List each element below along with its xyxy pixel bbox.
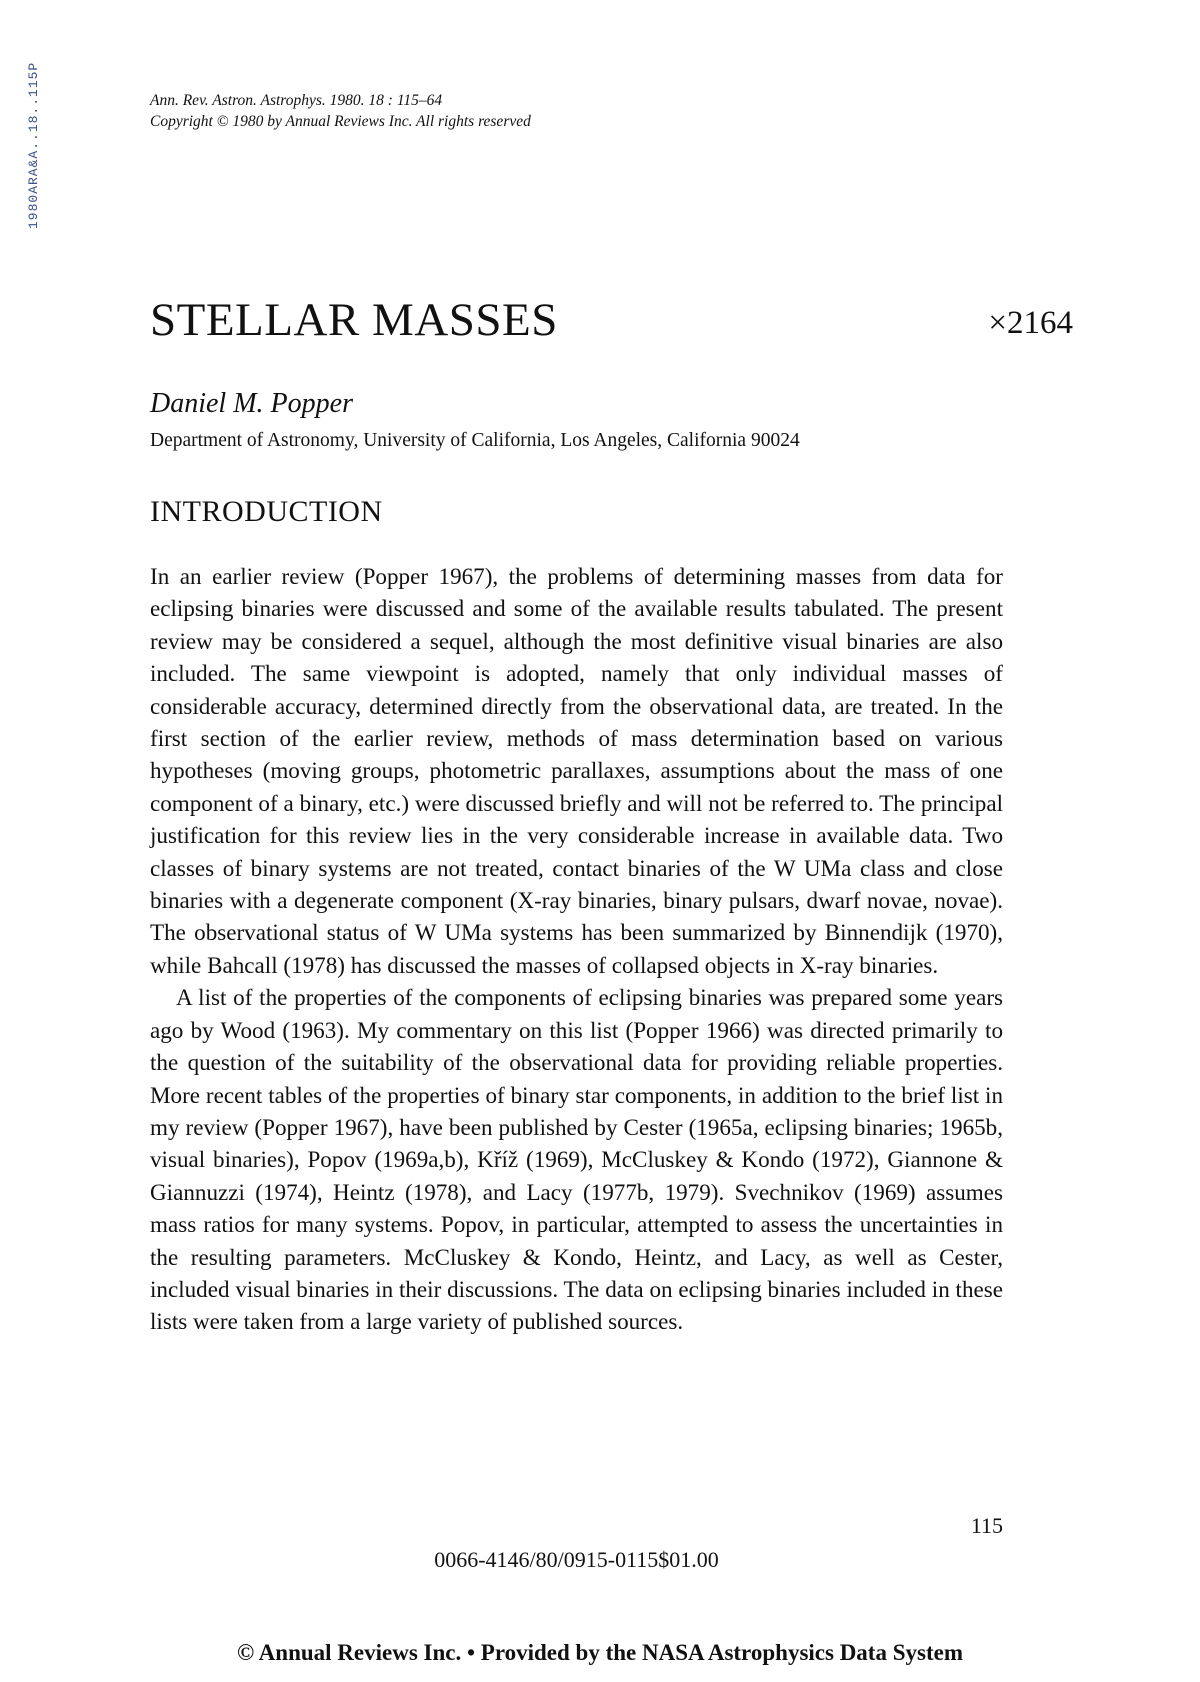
article-title: STELLAR MASSES bbox=[150, 294, 558, 346]
accession-number: ×2164 bbox=[988, 305, 1073, 341]
footer-credit: © Annual Reviews Inc. • Provided by the NASA Astrophysics Data System bbox=[237, 1640, 963, 1665]
paragraph: A list of the properties of the components of eclipsing binaries was prepared some years ago by Wood (1963). My commentary on this list (Popper 1966) was directed primarily to the question of the suitability of the observational data for providing reliable properties. More recent tables of the properties of binary star components, in addition to the brief list in my review (Popper 1967), have been published by Cester (1965a, eclipsing binaries; 1965b, visual binaries), Popov (1969a,b), Kříž (1969), McCluskey & Kondo (1972), Giannone & Giannuzzi (1974), Heintz (1978), and Lacy (1977b, 1979). Svechnikov (1969) assumes mass ratios for many systems. Popov, in particular, attempted to assess the uncertainties in the resulting parameters. McCluskey & Kondo, Heintz, and Lacy, as well as Cester, included visual binaries in their discussions. The data on eclipsing binaries included in these lists were taken from a large variety of published sources. bbox=[150, 984, 1003, 1335]
body-text bbox=[150, 560, 1003, 1338]
journal-copyright: Copyright © 1980 by Annual Reviews Inc. All rights reserved bbox=[150, 113, 531, 130]
journal-header bbox=[150, 90, 531, 132]
paragraph: In an earlier review (Popper 1967), the problems of determining masses from data for eclipsing binaries were discussed and some of the available results tabulated. The present review may be considered a sequel, although the most definitive visual binaries are also included. The same viewpoint is adopted, namely that only individual masses of considerable accuracy, determined directly from the observational data, are treated. In the first section of the earlier review, methods of mass determination based on various hypotheses (moving groups, photometric parallaxes, assumptions about the mass of one component of a binary, etc.) were discussed briefly and will not be referred to. The principal justification for this review lies in the very considerable increase in available data. Two classes of binary systems are not treated, contact binaries of the W UMa class and close binaries with a degenerate component (X-ray binaries, binary pulsars, dwarf novae, novae). The observational status of W UMa systems has been summarized by Binnendijk (1970), while Bahcall (1978) has discussed the masses of collapsed objects in X-ray binaries. bbox=[150, 563, 1003, 978]
author-affiliation: Department of Astronomy, University of California, Los Angeles, California 90024 bbox=[150, 430, 800, 451]
page-number: 115 bbox=[970, 1513, 1003, 1538]
author-name: Daniel M. Popper bbox=[150, 388, 353, 419]
bibcode-margin: 1980ARA&A..18..115P bbox=[26, 62, 41, 230]
section-heading: INTRODUCTION bbox=[150, 495, 383, 528]
issn-code: 0066-4146/80/0915-0115$01.00 bbox=[434, 1547, 719, 1572]
journal-citation: Ann. Rev. Astron. Astrophys. 1980. 18 : 115–64 bbox=[150, 92, 443, 109]
